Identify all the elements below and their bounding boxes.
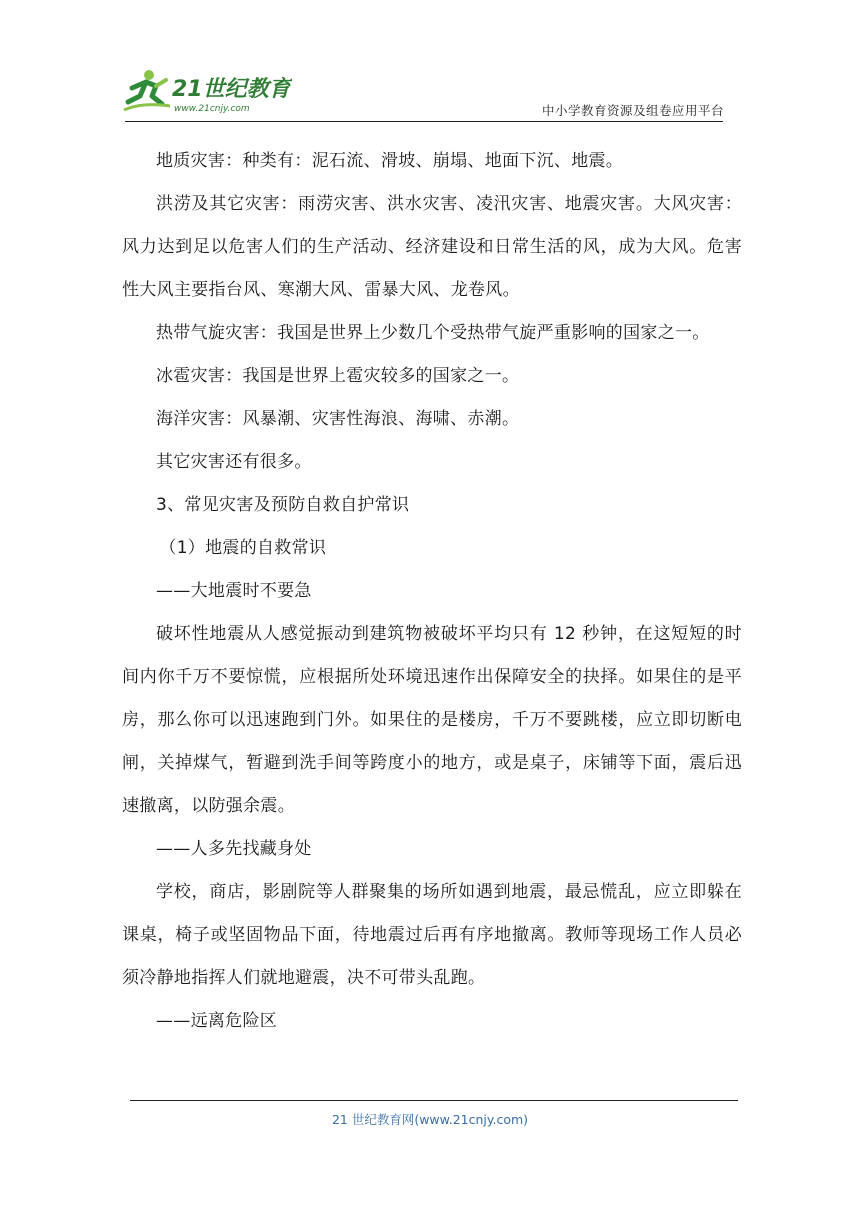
document-body (122, 140, 742, 1043)
tip-heading: ——远离危险区 (156, 1011, 278, 1031)
svg-text:www.21cnjy.com: www.21cnjy.com (174, 104, 250, 114)
paragraph: 海洋灾害：风暴潮、灾害性海浪、海啸、赤潮。 (156, 409, 520, 429)
footer-link[interactable]: 21 世纪教育网(www.21cnjy.com) (331, 1112, 529, 1127)
svg-text:21世纪教育: 21世纪教育 (172, 77, 291, 102)
page-header (0, 0, 860, 125)
site-logo (122, 66, 292, 118)
tip-heading: ——大地震时不要急 (156, 581, 312, 601)
paragraph: 地质灾害：种类有：泥石流、滑坡、崩塌、地面下沉、地震。 (156, 151, 624, 171)
header-divider (125, 121, 723, 122)
runner-logo-icon (122, 66, 292, 118)
tip-heading: ——人多先找藏身处 (156, 839, 312, 859)
paragraph: 洪涝及其它灾害：雨涝灾害、洪水灾害、凌汛灾害、地震灾害。大风灾害：风力达到足以危害人们的生产活动、经济建设和日常生活的风，成为大风。危害性大风主要指台风、寒潮大风、雷暴大风、龙卷风。 (122, 194, 742, 300)
section-heading: 3、常见灾害及预防自救自护常识 (156, 495, 410, 515)
paragraph: 冰雹灾害：我国是世界上雹灾较多的国家之一。 (156, 366, 520, 386)
paragraph: 其它灾害还有很多。 (156, 452, 312, 472)
paragraph: 破坏性地震从人感觉振动到建筑物被破坏平均只有 12 秒钟，在这短短的时间内你千万不要惊慌，应根据所处环境迅速作出保障安全的抉择。如果住的是平房，那么你可以迅速跑到门外。如果住的是楼房，千万不要跳楼，应立即切断电闸，关掉煤气，暂避到洗手间等跨度小的地方，或是桌子，床铺等下面，震后迅速撤离，以防强余震。 (122, 624, 742, 816)
platform-label: 中小学教育资源及组卷应用平台 (541, 103, 724, 118)
footer-divider (130, 1100, 738, 1101)
subsection-heading: （1）地震的自救常识 (159, 538, 327, 558)
paragraph: 热带气旋灾害：我国是世界上少数几个受热带气旋严重影响的国家之一。 (156, 323, 710, 343)
paragraph: 学校，商店，影剧院等人群聚集的场所如遇到地震，最忌慌乱，应立即躲在课桌，椅子或坚固物品下面，待地震过后再有序地撤离。教师等现场工作人员必须冷静地指挥人们就地避震，决不可带头乱跑。 (122, 882, 742, 988)
